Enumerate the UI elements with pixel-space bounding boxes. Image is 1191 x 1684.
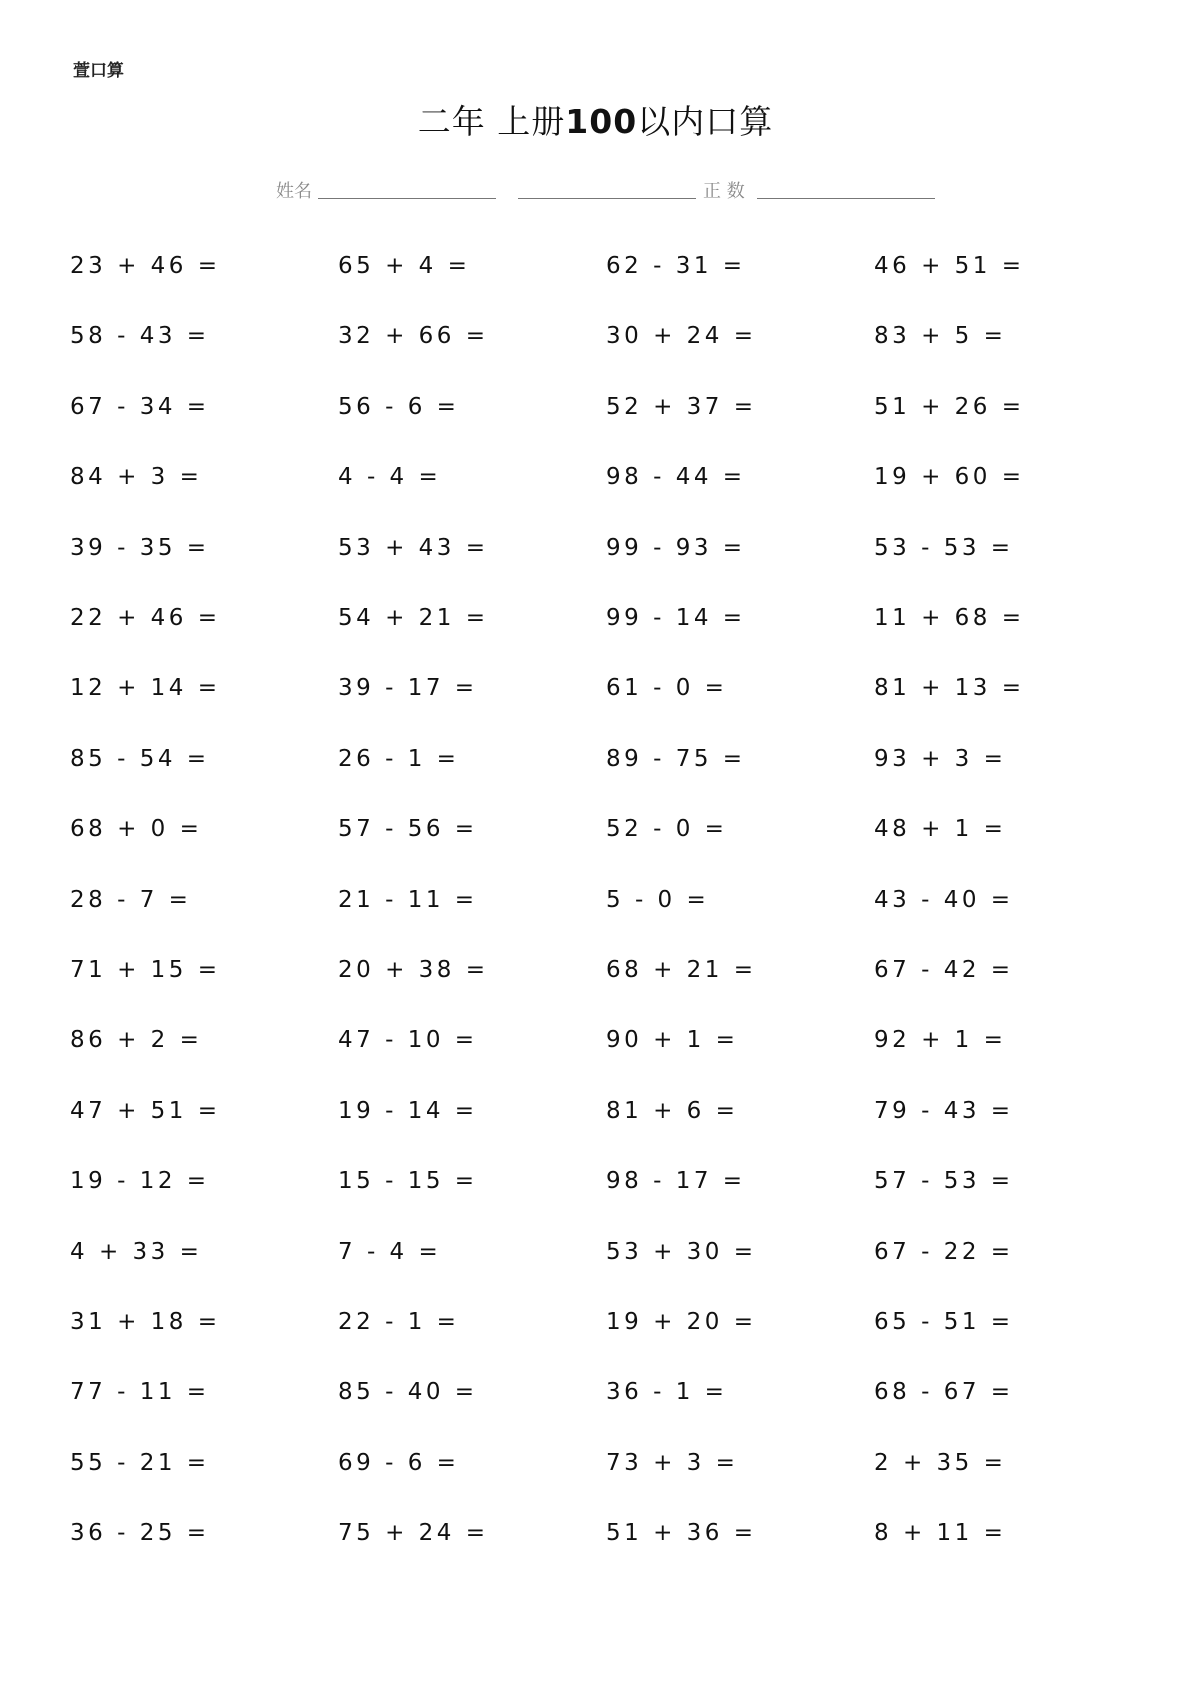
math-problem: 47 - 10 =	[338, 1027, 478, 1054]
math-problem: 68 + 21 =	[606, 957, 757, 983]
math-problem: 67 - 22 =	[874, 1238, 1014, 1265]
math-problem: 36 - 1 =	[606, 1379, 728, 1406]
math-problem: 30 + 24 =	[606, 323, 757, 350]
math-problem: 79 - 43 =	[874, 1097, 1014, 1124]
math-problem: 68 + 0 =	[70, 816, 203, 843]
math-problem: 67 - 34 =	[70, 393, 210, 420]
math-problem: 85 - 40 =	[338, 1379, 478, 1406]
math-problem: 68 - 67 =	[874, 1379, 1014, 1406]
title-suffix: 以内口算	[637, 102, 774, 141]
math-problem: 4 + 33 =	[70, 1238, 203, 1265]
math-problem: 98 - 44 =	[606, 464, 746, 491]
math-problem: 92 + 1 =	[874, 1027, 1007, 1054]
math-problem: 5 - 0 =	[606, 886, 710, 913]
math-problem: 7 - 4 =	[338, 1238, 442, 1265]
math-problem: 39 - 17 =	[338, 675, 478, 702]
math-problem: 22 - 1 =	[338, 1309, 460, 1335]
score-label: 正 数	[703, 181, 745, 202]
math-problem: 98 - 17 =	[606, 1168, 746, 1195]
math-problem: 57 - 56 =	[338, 816, 478, 843]
math-problem: 54 + 21 =	[338, 605, 489, 631]
math-problem: 53 + 43 =	[338, 534, 489, 561]
math-problem: 47 + 51 =	[70, 1097, 221, 1124]
math-problem: 36 - 25 =	[70, 1520, 210, 1547]
math-problem: 52 + 37 =	[606, 393, 757, 420]
math-problem: 2 + 35 =	[874, 1449, 1007, 1476]
math-problem: 48 + 1 =	[874, 816, 1007, 843]
math-problem: 53 - 53 =	[874, 534, 1014, 561]
math-problem: 57 - 53 =	[874, 1168, 1014, 1195]
title-prefix: 二年 上册	[417, 102, 566, 141]
math-problem: 21 - 11 =	[338, 886, 478, 913]
math-problem: 62 - 31 =	[606, 253, 746, 279]
math-problem: 52 - 0 =	[606, 816, 728, 843]
math-problem: 99 - 14 =	[606, 605, 746, 631]
math-problem: 51 + 26 =	[874, 393, 1025, 420]
math-problem: 4 - 4 =	[338, 464, 442, 491]
math-problem: 55 - 21 =	[70, 1449, 210, 1476]
math-problem: 22 + 46 =	[70, 605, 221, 631]
math-problem: 15 - 15 =	[338, 1168, 478, 1195]
math-problem: 77 - 11 =	[70, 1379, 210, 1406]
math-problem: 61 - 0 =	[606, 675, 728, 702]
math-problem: 8 + 11 =	[874, 1520, 1007, 1547]
math-problem: 93 + 3 =	[874, 745, 1007, 772]
math-problem: 86 + 2 =	[70, 1027, 203, 1054]
header-label: 萱口算	[73, 61, 124, 81]
math-problem: 20 + 38 =	[338, 957, 489, 983]
math-problem: 81 + 13 =	[874, 675, 1025, 702]
math-problem: 58 - 43 =	[70, 323, 210, 350]
math-problem: 73 + 3 =	[606, 1449, 739, 1476]
math-problem: 46 + 51 =	[874, 253, 1025, 279]
math-problem: 99 - 93 =	[606, 534, 746, 561]
math-problem: 28 - 7 =	[70, 886, 192, 913]
math-problem: 56 - 6 =	[338, 393, 460, 420]
math-problem: 19 + 20 =	[606, 1309, 757, 1335]
math-problem: 23 + 46 =	[70, 253, 221, 279]
math-problem: 90 + 1 =	[606, 1027, 739, 1054]
math-problem: 85 - 54 =	[70, 745, 210, 772]
math-problem: 81 + 6 =	[606, 1097, 739, 1124]
math-problem: 26 - 1 =	[338, 745, 460, 772]
math-problem: 11 + 68 =	[874, 605, 1025, 631]
math-problem: 84 + 3 =	[70, 464, 203, 491]
math-problem: 31 + 18 =	[70, 1309, 221, 1335]
title-number: 100	[565, 102, 638, 141]
math-problem: 53 + 30 =	[606, 1238, 757, 1265]
math-problem: 19 - 12 =	[70, 1168, 210, 1195]
math-problem: 65 + 4 =	[338, 253, 471, 279]
math-problem: 89 - 75 =	[606, 745, 746, 772]
math-problem: 12 + 14 =	[70, 675, 221, 702]
math-problem: 39 - 35 =	[70, 534, 210, 561]
math-problem: 69 - 6 =	[338, 1449, 460, 1476]
math-problem: 65 - 51 =	[874, 1309, 1014, 1335]
math-problem: 71 + 15 =	[70, 957, 221, 983]
math-problem: 75 + 24 =	[338, 1520, 489, 1547]
math-problem: 83 + 5 =	[874, 323, 1007, 350]
math-problem: 19 + 60 =	[874, 464, 1025, 491]
math-problem: 43 - 40 =	[874, 886, 1014, 913]
math-problem: 19 - 14 =	[338, 1097, 478, 1124]
math-problem: 51 + 36 =	[606, 1520, 757, 1547]
name-label: 姓名	[276, 181, 312, 202]
math-problem: 32 + 66 =	[338, 323, 489, 350]
math-problem: 67 - 42 =	[874, 957, 1014, 983]
